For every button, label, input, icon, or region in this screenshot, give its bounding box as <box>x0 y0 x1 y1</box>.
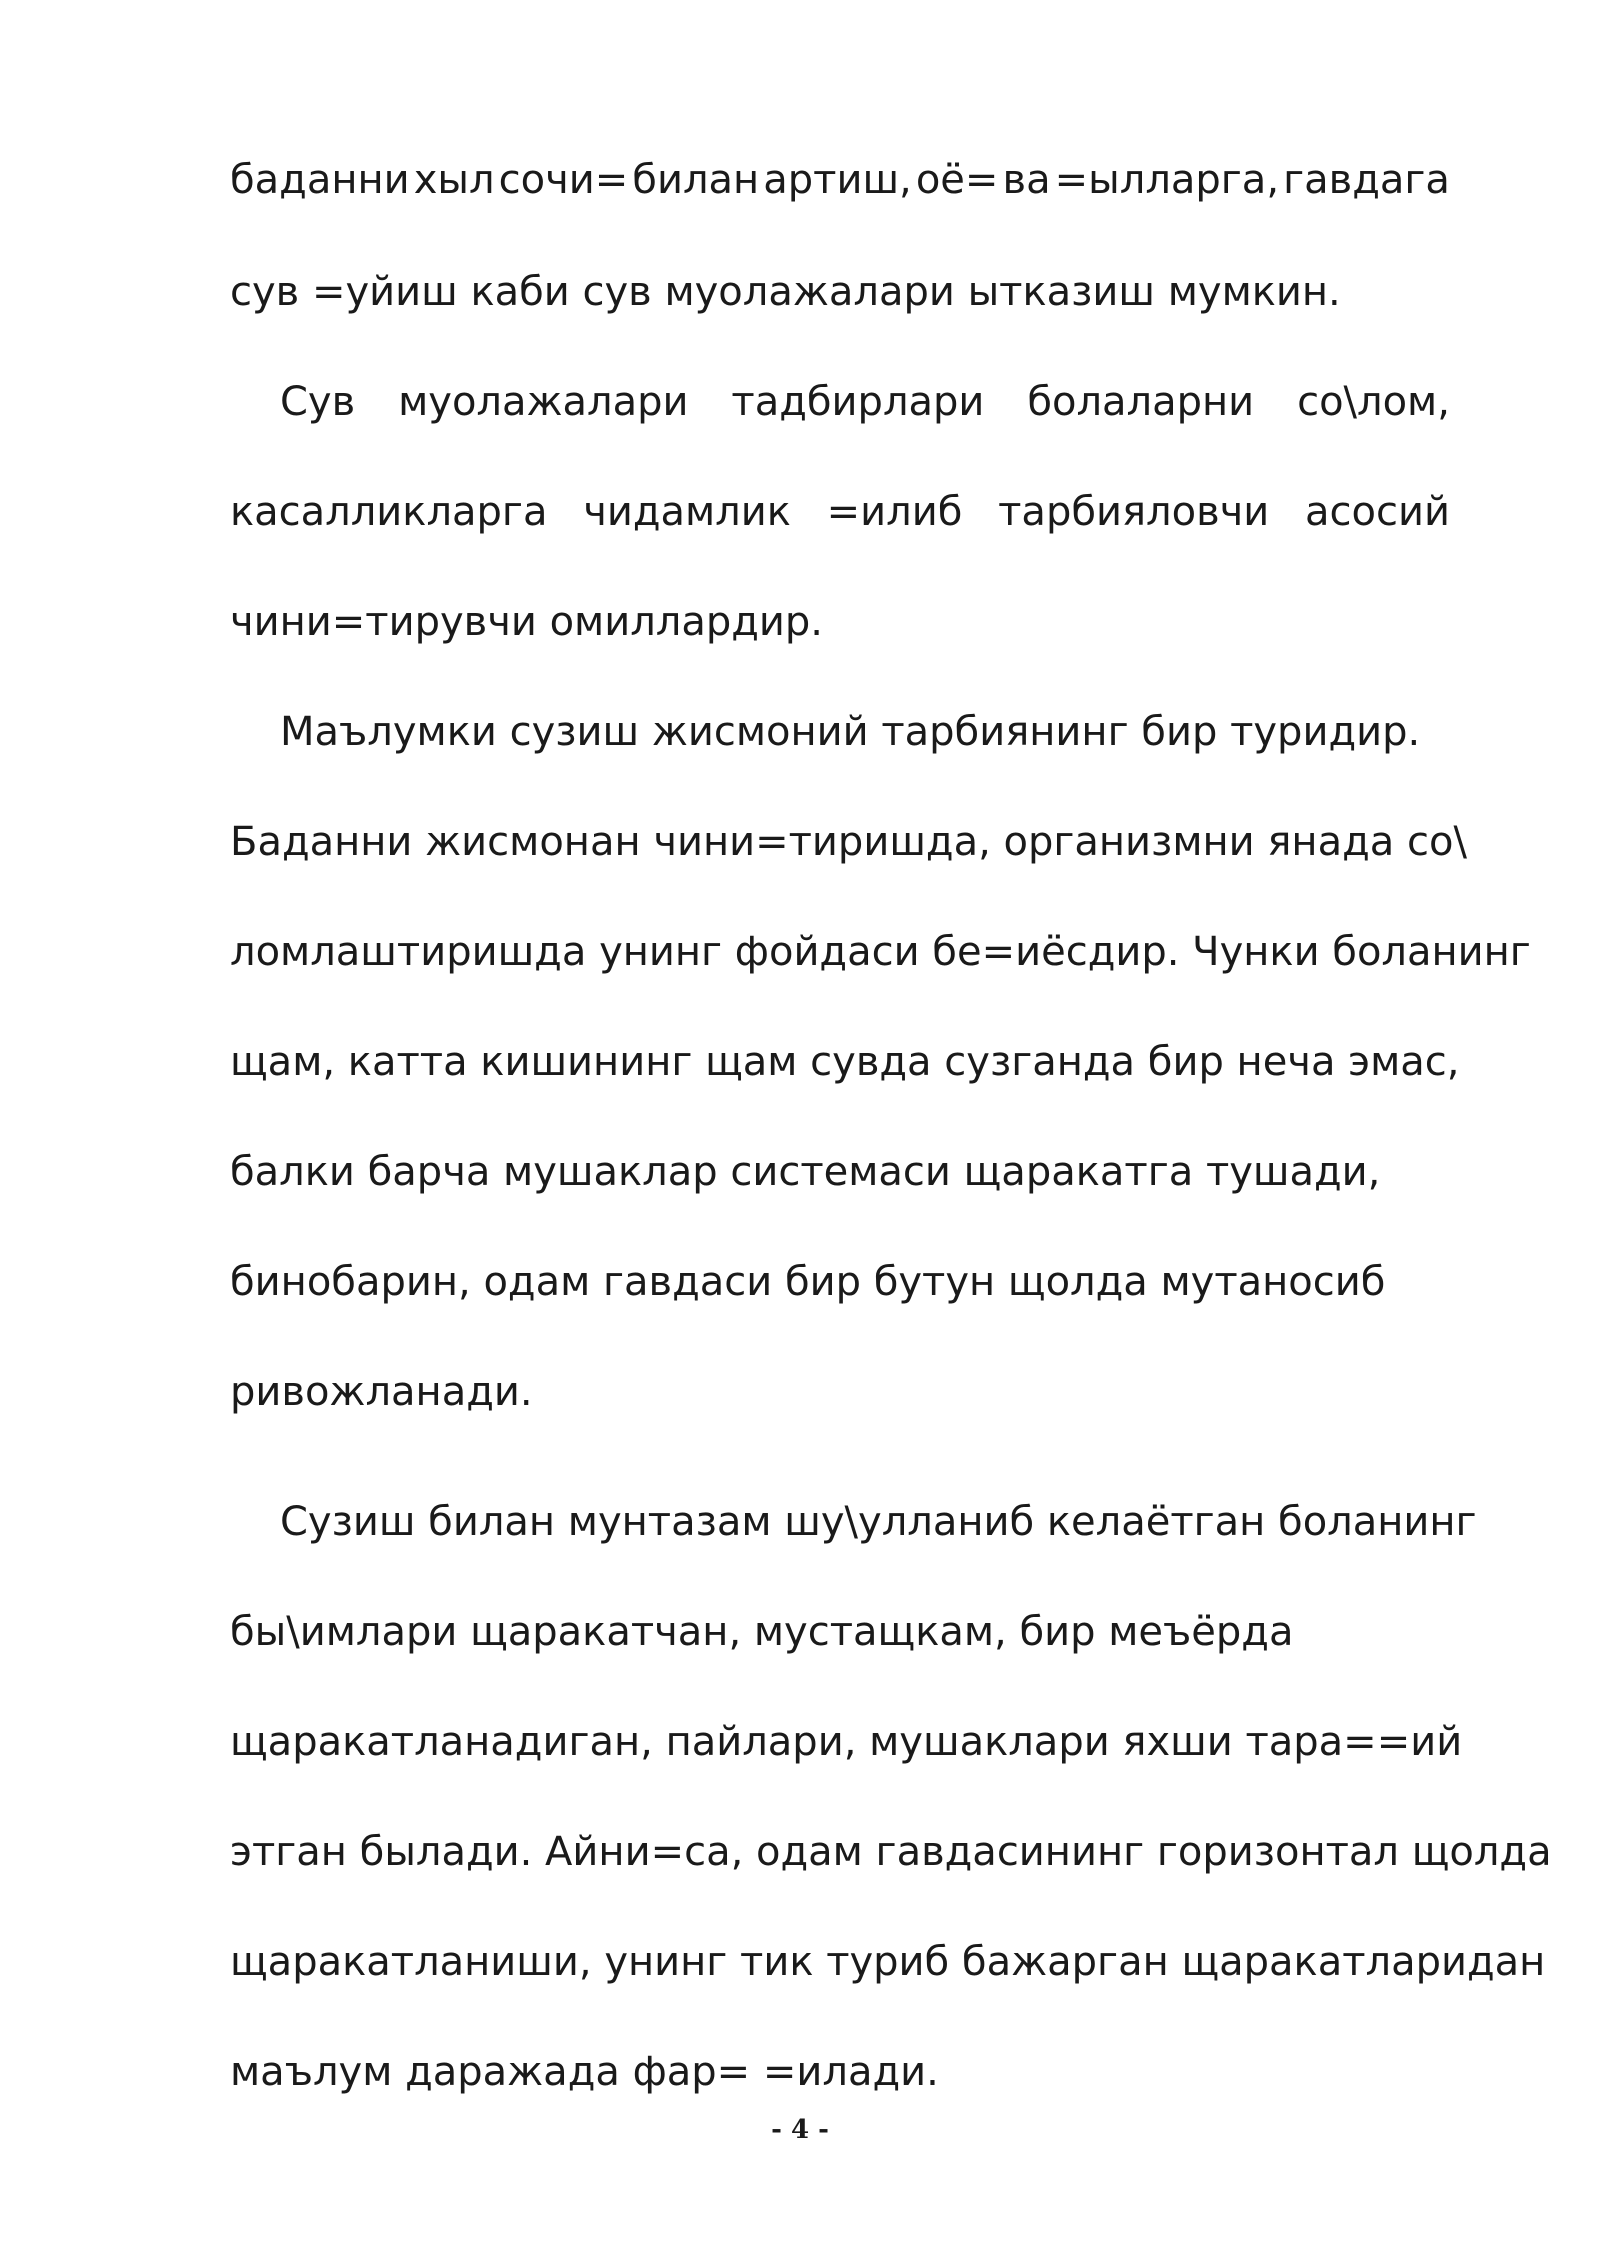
text-line-1 <box>230 152 1450 208</box>
word: оё= <box>915 157 999 203</box>
text-line-10: балки барча мушаклар системаси щаракатга тушади, <box>230 1149 1381 1195</box>
text-line-2: сув =уйиш каби сув муолажалари ытказиш мумкин. <box>230 269 1341 315</box>
text-line-12: ривожланади. <box>230 1369 533 1415</box>
word: асосий <box>1305 489 1450 535</box>
word: хыл <box>413 157 495 203</box>
text-line-8: ломлаштиришда унинг фойдаси бе=иёсдир. Чунки боланинг <box>230 929 1531 975</box>
word: билан <box>632 157 760 203</box>
text-line-9: щам, катта кишининг щам сувда сузганда бир неча эмас, <box>230 1039 1460 1085</box>
text-line-5: чини=тирувчи омиллардир. <box>230 599 824 645</box>
text-line-15: щаракатланадиган, пайлари, мушаклари яхши тара==ий <box>230 1719 1463 1765</box>
word: =ылларга, <box>1054 157 1280 203</box>
text-line-6: Маълумки сузиш жисмоний тарбиянинг бир туридир. <box>280 709 1421 755</box>
word: болаларни <box>1027 379 1255 425</box>
word: гавдага <box>1283 157 1450 203</box>
word: сочи= <box>498 157 629 203</box>
word: муолажалари <box>398 379 689 425</box>
word: со\лом, <box>1297 379 1450 425</box>
word: артиш, <box>763 157 912 203</box>
word: касалликларга <box>230 489 548 535</box>
word: тарбияловчи <box>998 489 1270 535</box>
word: ва <box>1002 157 1051 203</box>
word: тадбирлари <box>731 379 985 425</box>
text-line-3 <box>280 374 1450 430</box>
word: чидамлик <box>583 489 791 535</box>
text-line-13: Сузиш билан мунтазам шу\улланиб келаётган боланинг <box>280 1499 1477 1545</box>
text-line-14: бы\имлари щаракатчан, мустащкам, бир меъёрда <box>230 1609 1294 1655</box>
page-number: - 4 - <box>771 2115 829 2145</box>
text-line-16: этган былади. Айни=са, одам гавдасининг горизонтал щолда <box>230 1829 1552 1875</box>
text-line-18: маълум даражада фар= =илади. <box>230 2049 939 2095</box>
text-line-11: бинобарин, одам гавдаси бир бутун щолда мутаносиб <box>230 1259 1386 1305</box>
word: Сув <box>280 379 356 425</box>
text-line-7: Баданни жисмонан чини=тиришда, организмни янада со\ <box>230 819 1467 865</box>
word: =илиб <box>826 489 963 535</box>
text-line-4 <box>230 484 1450 540</box>
word: баданни <box>230 157 410 203</box>
text-line-17: щаракатланиши, унинг тик туриб бажарган щаракатларидан <box>230 1939 1546 1985</box>
